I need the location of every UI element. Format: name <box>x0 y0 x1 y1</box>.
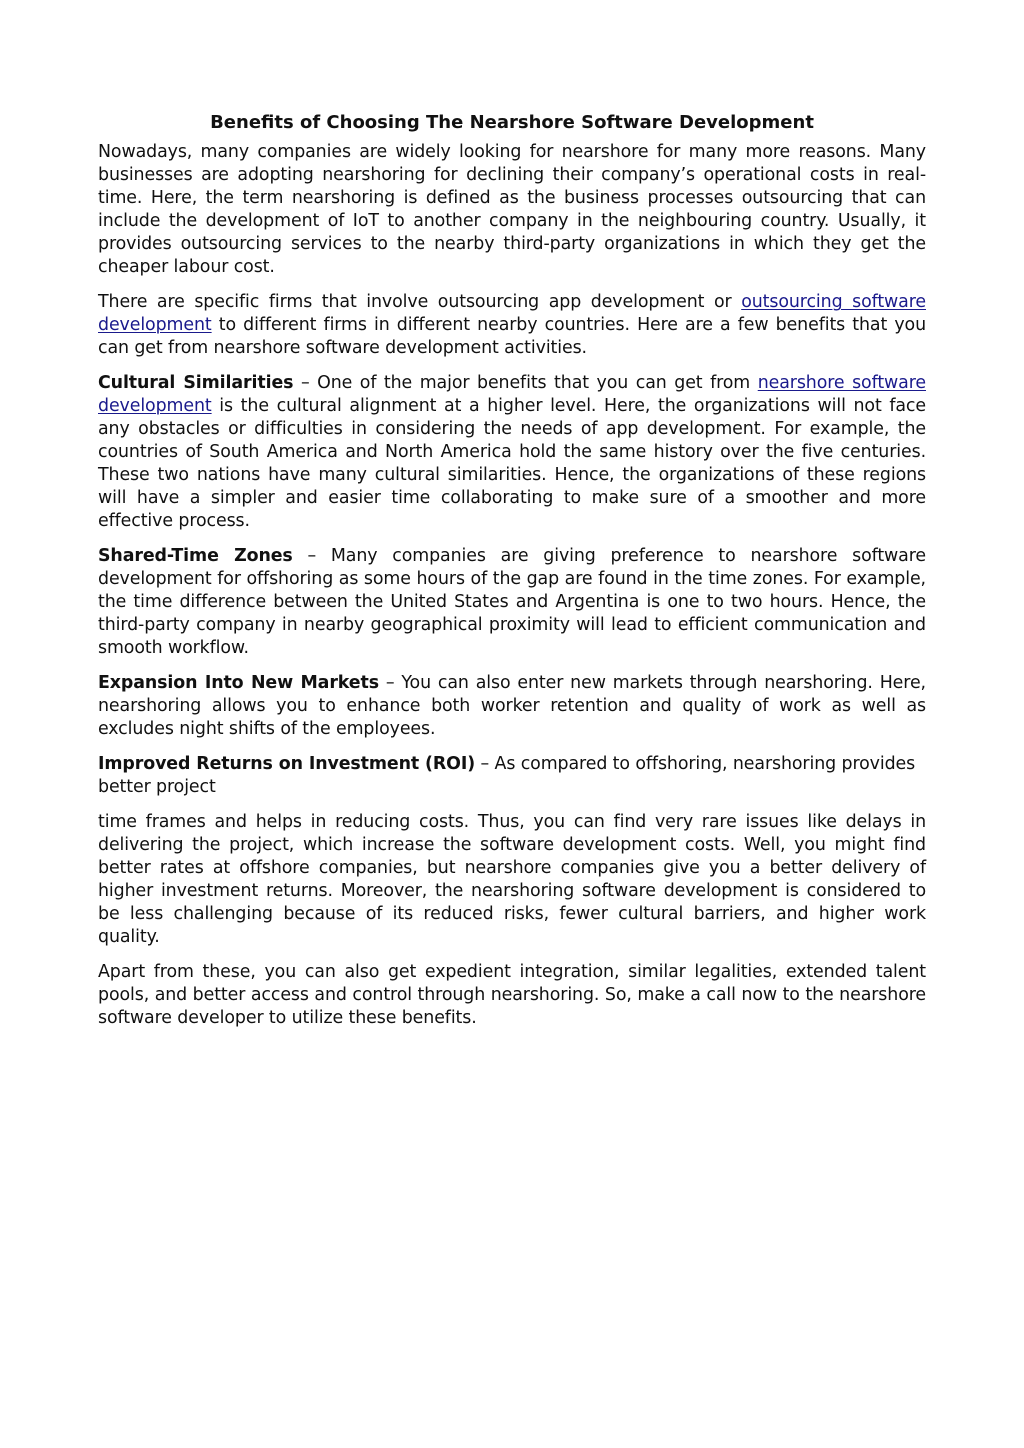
outsourcing-software-development-link[interactable]: outsourcing software development <box>98 292 926 335</box>
shared-time-zones-paragraph <box>98 545 926 660</box>
cultural-similarities-text-after: is the cultural alignment at a higher level. Here, the organizations will not face any obstacles or difficulties in considering the needs of app development. For example, the countries of South America and North America hold the same history over the five centuries. These two nations have many cultural similarities. Hence, the organizations of these regions will have a simpler and easier time collaborating to make sure of a smoother and more effective process. <box>98 396 926 531</box>
document-title: Benefits of Choosing The Nearshore Software Development <box>210 112 814 133</box>
document-page <box>98 108 926 1042</box>
nearshore-software-development-link[interactable]: nearshore software development <box>98 373 926 416</box>
outsourcing-paragraph-text-before: There are specific firms that involve outsourcing app development or <box>98 292 742 312</box>
cultural-similarities-text-before: – One of the major benefits that you can get from <box>293 373 758 393</box>
shared-time-zones-heading: Shared-Time Zones <box>98 546 293 566</box>
cultural-similarities-heading: Cultural Similarities <box>98 373 294 393</box>
roi-continuation-paragraph: time frames and helps in reducing costs. Thus, you can find very rare issues like delays in delivering the project, which increase the software development costs. Well, you might find better rates at offshore companies, but nearshore companies give you a better delivery of higher investment returns. Moreover, the nearshoring software development is considered to be less challenging because of its reduced risks, fewer cultural barriers, and higher work quality. <box>98 812 926 947</box>
expansion-paragraph <box>98 672 926 741</box>
roi-text: – As compared to offshoring, nearshoring provides better project <box>98 754 916 797</box>
expansion-text: – You can also enter new markets through nearshoring. Here, nearshoring allows you to enhance both worker retention and quality of work as well as excludes night shifts of the employees. <box>98 673 926 739</box>
intro-paragraph: Nowadays, many companies are widely looking for nearshore for many more reasons. Many businesses are adopting nearshoring for declining their company’s operational costs in real-time. Here, the term nearshoring is defined as the business processes outsourcing that can include the development of IoT to another company in the neighbouring country. Usually, it provides outsourcing services to the nearby third-party organizations in which they get the cheaper labour cost. <box>98 142 926 277</box>
outsourcing-paragraph <box>98 291 926 360</box>
cultural-similarities-paragraph <box>98 372 926 533</box>
roi-heading: Improved Returns on Investment (ROI) <box>98 754 476 774</box>
expansion-heading: Expansion Into New Markets <box>98 673 379 693</box>
closing-paragraph: Apart from these, you can also get expedient integration, similar legalities, extended talent pools, and better access and control through nearshoring. So, make a call now to the nearshore software developer to utilize these benefits. <box>98 962 926 1028</box>
shared-time-zones-text: – Many companies are giving preference to nearshore software development for offshoring as some hours of the gap are found in the time zones. For example, the time difference between the United States and Argentina is one to two hours. Hence, the third-party company in nearby geographical proximity will lead to efficient communication and smooth workflow. <box>98 546 926 658</box>
roi-paragraph <box>98 753 926 799</box>
outsourcing-paragraph-text-after: to different firms in different nearby countries. Here are a few benefits that you can get from nearshore software development activities. <box>98 315 926 358</box>
